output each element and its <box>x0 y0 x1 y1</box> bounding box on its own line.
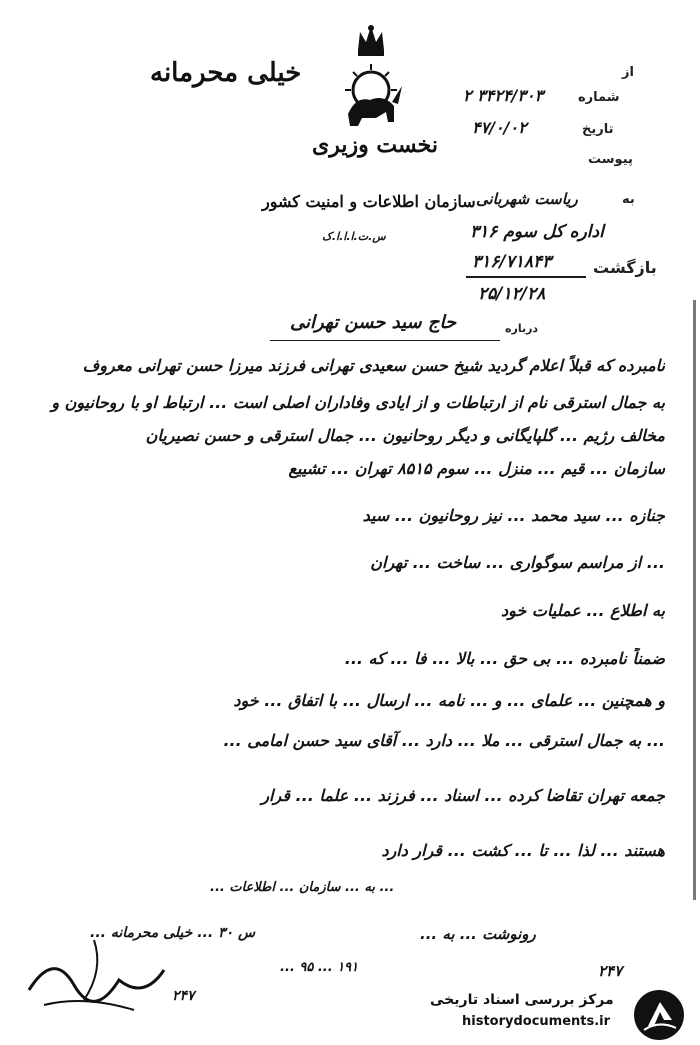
ref-line-3: ۲۵/۱۲/۲۸ <box>478 284 546 304</box>
body-line: نامبرده که قبلاً اعلام گردید شیخ حسن سعیدی تهرانی فرزند میرزا حسن تهرانی معروف <box>82 356 665 375</box>
office-title: نخست وزیری <box>312 132 438 158</box>
body-line: ضمناً نامبرده ... بی حق ... بالا ... فا ... که ... <box>344 649 665 668</box>
watermark-title: مرکز بررسی اسناد تاریخی <box>430 992 614 1008</box>
ref-underline <box>466 276 586 278</box>
subject-underline <box>270 340 500 341</box>
to-value: ریاست شهربانی <box>476 190 578 208</box>
classification-label: خیلی محرمانه <box>150 58 302 88</box>
ref-line-2: ۳۱۶/۷۱۸۴۳ <box>472 252 552 272</box>
footer-note: س ۳۰ ... خیلی محرمانه ... <box>90 925 256 941</box>
number-label: شماره <box>578 90 620 105</box>
from-label: از <box>622 65 634 80</box>
footer-note: ۲۴۷ <box>172 988 195 1004</box>
body-line: هستند ... لذا ... تا ... کشت ... قرار دارد <box>381 841 665 860</box>
signature-scribble <box>24 930 174 1024</box>
date-value: ۴۷/۰/۰۲ <box>472 118 527 137</box>
attachment-label: پیوست <box>588 152 633 167</box>
body-line: به اطلاع ... عملیات خود <box>501 601 665 620</box>
footer-note: ... به ... سازمان ... اطلاعات ... <box>210 880 395 895</box>
date-label: تاریخ <box>582 122 614 137</box>
lion-and-sun-emblem-icon <box>336 22 406 134</box>
number-value: ۳۴۲۴/۳۰۳ ۲ <box>463 86 544 105</box>
body-line: به جمال استرقی نام از ارتباطات و از ایادی وفاداران اصلی است ... ارتباط او با روحانیون و <box>51 393 665 412</box>
left-code: س.ت.ا.ا.ا.ک <box>322 230 386 243</box>
footer-note: رونوشت ... به ... <box>420 925 536 943</box>
organization-title: سازمان اطلاعات و امنیت کشور <box>262 192 476 211</box>
body-line: ... به جمال استرقی ... ملا ... دارد ... آقای سید حسن امامی ... <box>223 731 665 750</box>
body-line: جنازه ... سید محمد ... نیز روحانیون ... سید <box>362 506 665 525</box>
subject-label: درباره <box>505 322 539 335</box>
ref-line-1: اداره کل سوم ۳۱۶ <box>470 222 604 242</box>
body-line: مخالف رژیم ... گلپایگانی و دیگر روحانیون ... جمال استرقی و حسن نصیریان <box>145 426 665 445</box>
footer-note: ۱۹۱ ... ۹۵ ... <box>280 960 359 975</box>
watermark-url: historydocuments.ir <box>462 1014 611 1029</box>
page-edge <box>693 300 696 900</box>
body-line: سازمان ... قیم ... منزل ... سوم ۸۵۱۵ تهران ... تشییع <box>288 459 665 478</box>
archive-logo-icon <box>634 990 684 1040</box>
subject-value: حاج سید حسن تهرانی <box>290 312 457 333</box>
footer-note: ۲۴۷ <box>598 962 623 980</box>
ref-label: بازگشت <box>593 258 657 277</box>
to-label: به <box>622 192 635 207</box>
body-line: ... از مراسم سوگواری ... ساخت ... تهران <box>370 553 665 572</box>
body-line: و همچنین ... علمای ... و ... نامه ... ارسال ... با اتفاق ... خود <box>233 691 665 710</box>
body-line: جمعه تهران تقاضا کرده ... اسناد ... فرزند ... علما ... قرار <box>261 786 665 805</box>
